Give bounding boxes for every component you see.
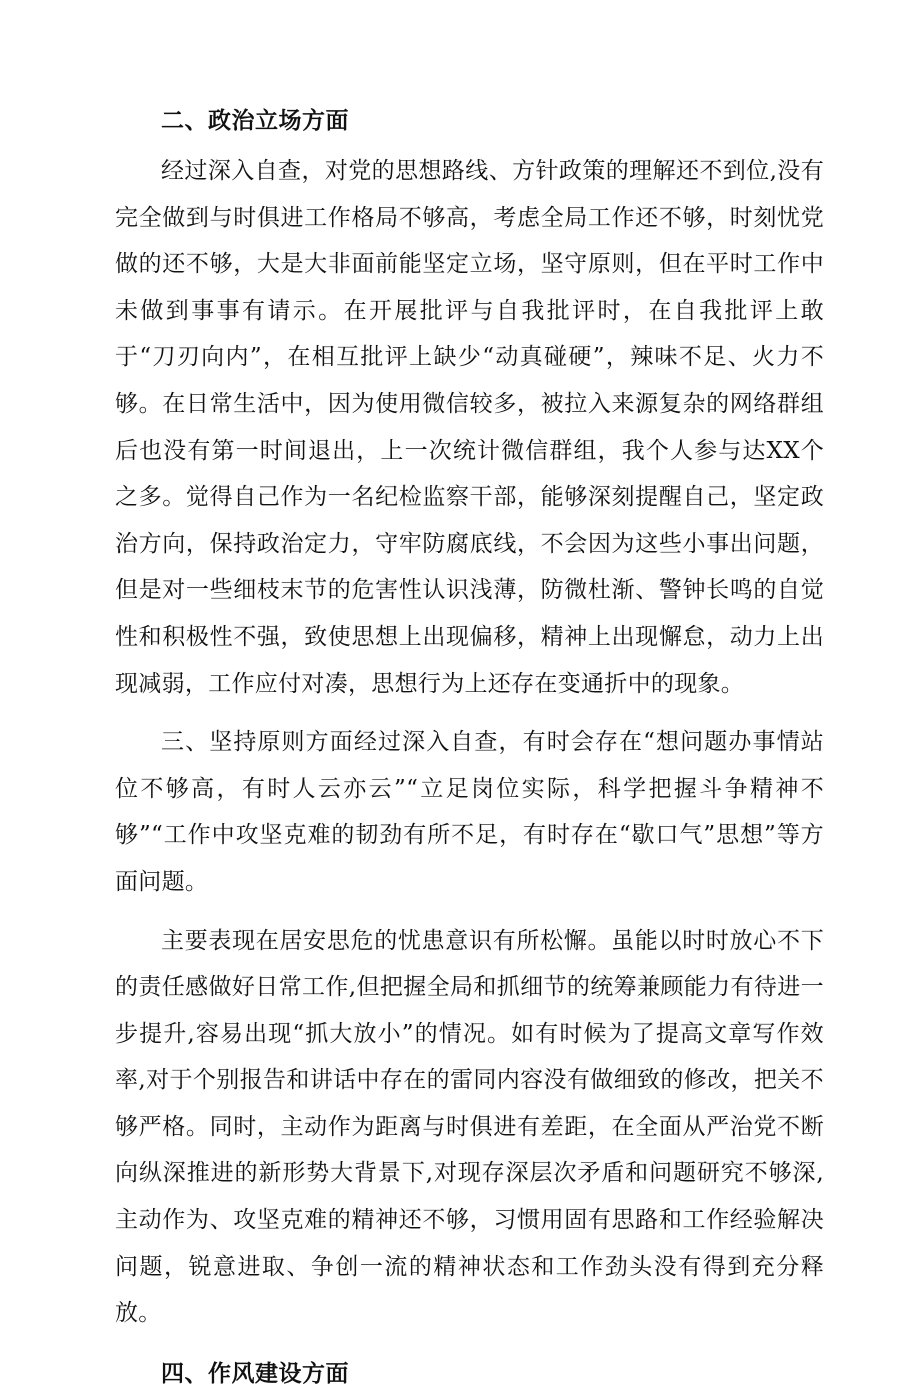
paragraph-main-manifestations: 主要表现在居安思危的忧患意识有所松懈。虽能以时时放心不下的责任感做好日常工作,但把握全局和抓细节的统筹兼顾能力有待进一步提升,容易出现“抓大放小”的情况。如有时候为了提高文章写作效率,对于个别报告和讲话中存在的雷同内容没有做细致的修改，把关不够严格。同时，主动作为距离与时俱进有差距，在全面从严治党不断向纵深推进的新形势大背景下,对现存深层次矛盾和问题研究不够深,主动作为、攻坚克难的精神还不够，习惯用固有思路和工作经验解决问题，锐意进取、争创一流的精神状态和工作劲头没有得到充分释放。	[115, 927, 824, 1327]
section-heading-political-stance: 二、政治立场方面	[161, 107, 349, 134]
paragraph-political-stance: 经过深入自查，对党的思想路线、方针政策的理解还不到位,没有完全做到与时俱进工作格局不够高，考虑全局工作还不够，时刻忧党做的还不够，大是大非面前能坚定立场，坚守原则，但在平时工作中未做到事事有请示。在开展批评与自我批评时，在自我批评上敢于“刀刃向内”，在相互批评上缺少“动真碰硬”，辣味不足、火力不够。在日常生活中，因为使用微信较多，被拉入来源复杂的网络群组后也没有第一时间退出，上一次统计微信群组，我个人参与达XX个之多。觉得自己作为一名纪检监察干部，能够深刻提醒自己，坚定政治方向，保持政治定力，守牢防腐底线，不会因为这些小事出问题，但是对一些细枝末节的危害性认识浅薄，防微杜渐、警钟长鸣的自觉性和积极性不强，致使思想上出现偏移，精神上出现懈怠，动力上出现减弱，工作应付对凑，思想行为上还存在变通折中的现象。	[115, 158, 824, 697]
section-heading-work-style: 四、作风建设方面	[161, 1359, 349, 1387]
paragraph-adhering-principles: 三、坚持原则方面经过深入自查，有时会存在“想问题办事情站位不够高，有时人云亦云”“立足岗位实际，科学把握斗争精神不够”“工作中攻坚克难的韧劲有所不足，有时存在“歇口气”思想”等方面问题。	[115, 729, 824, 895]
